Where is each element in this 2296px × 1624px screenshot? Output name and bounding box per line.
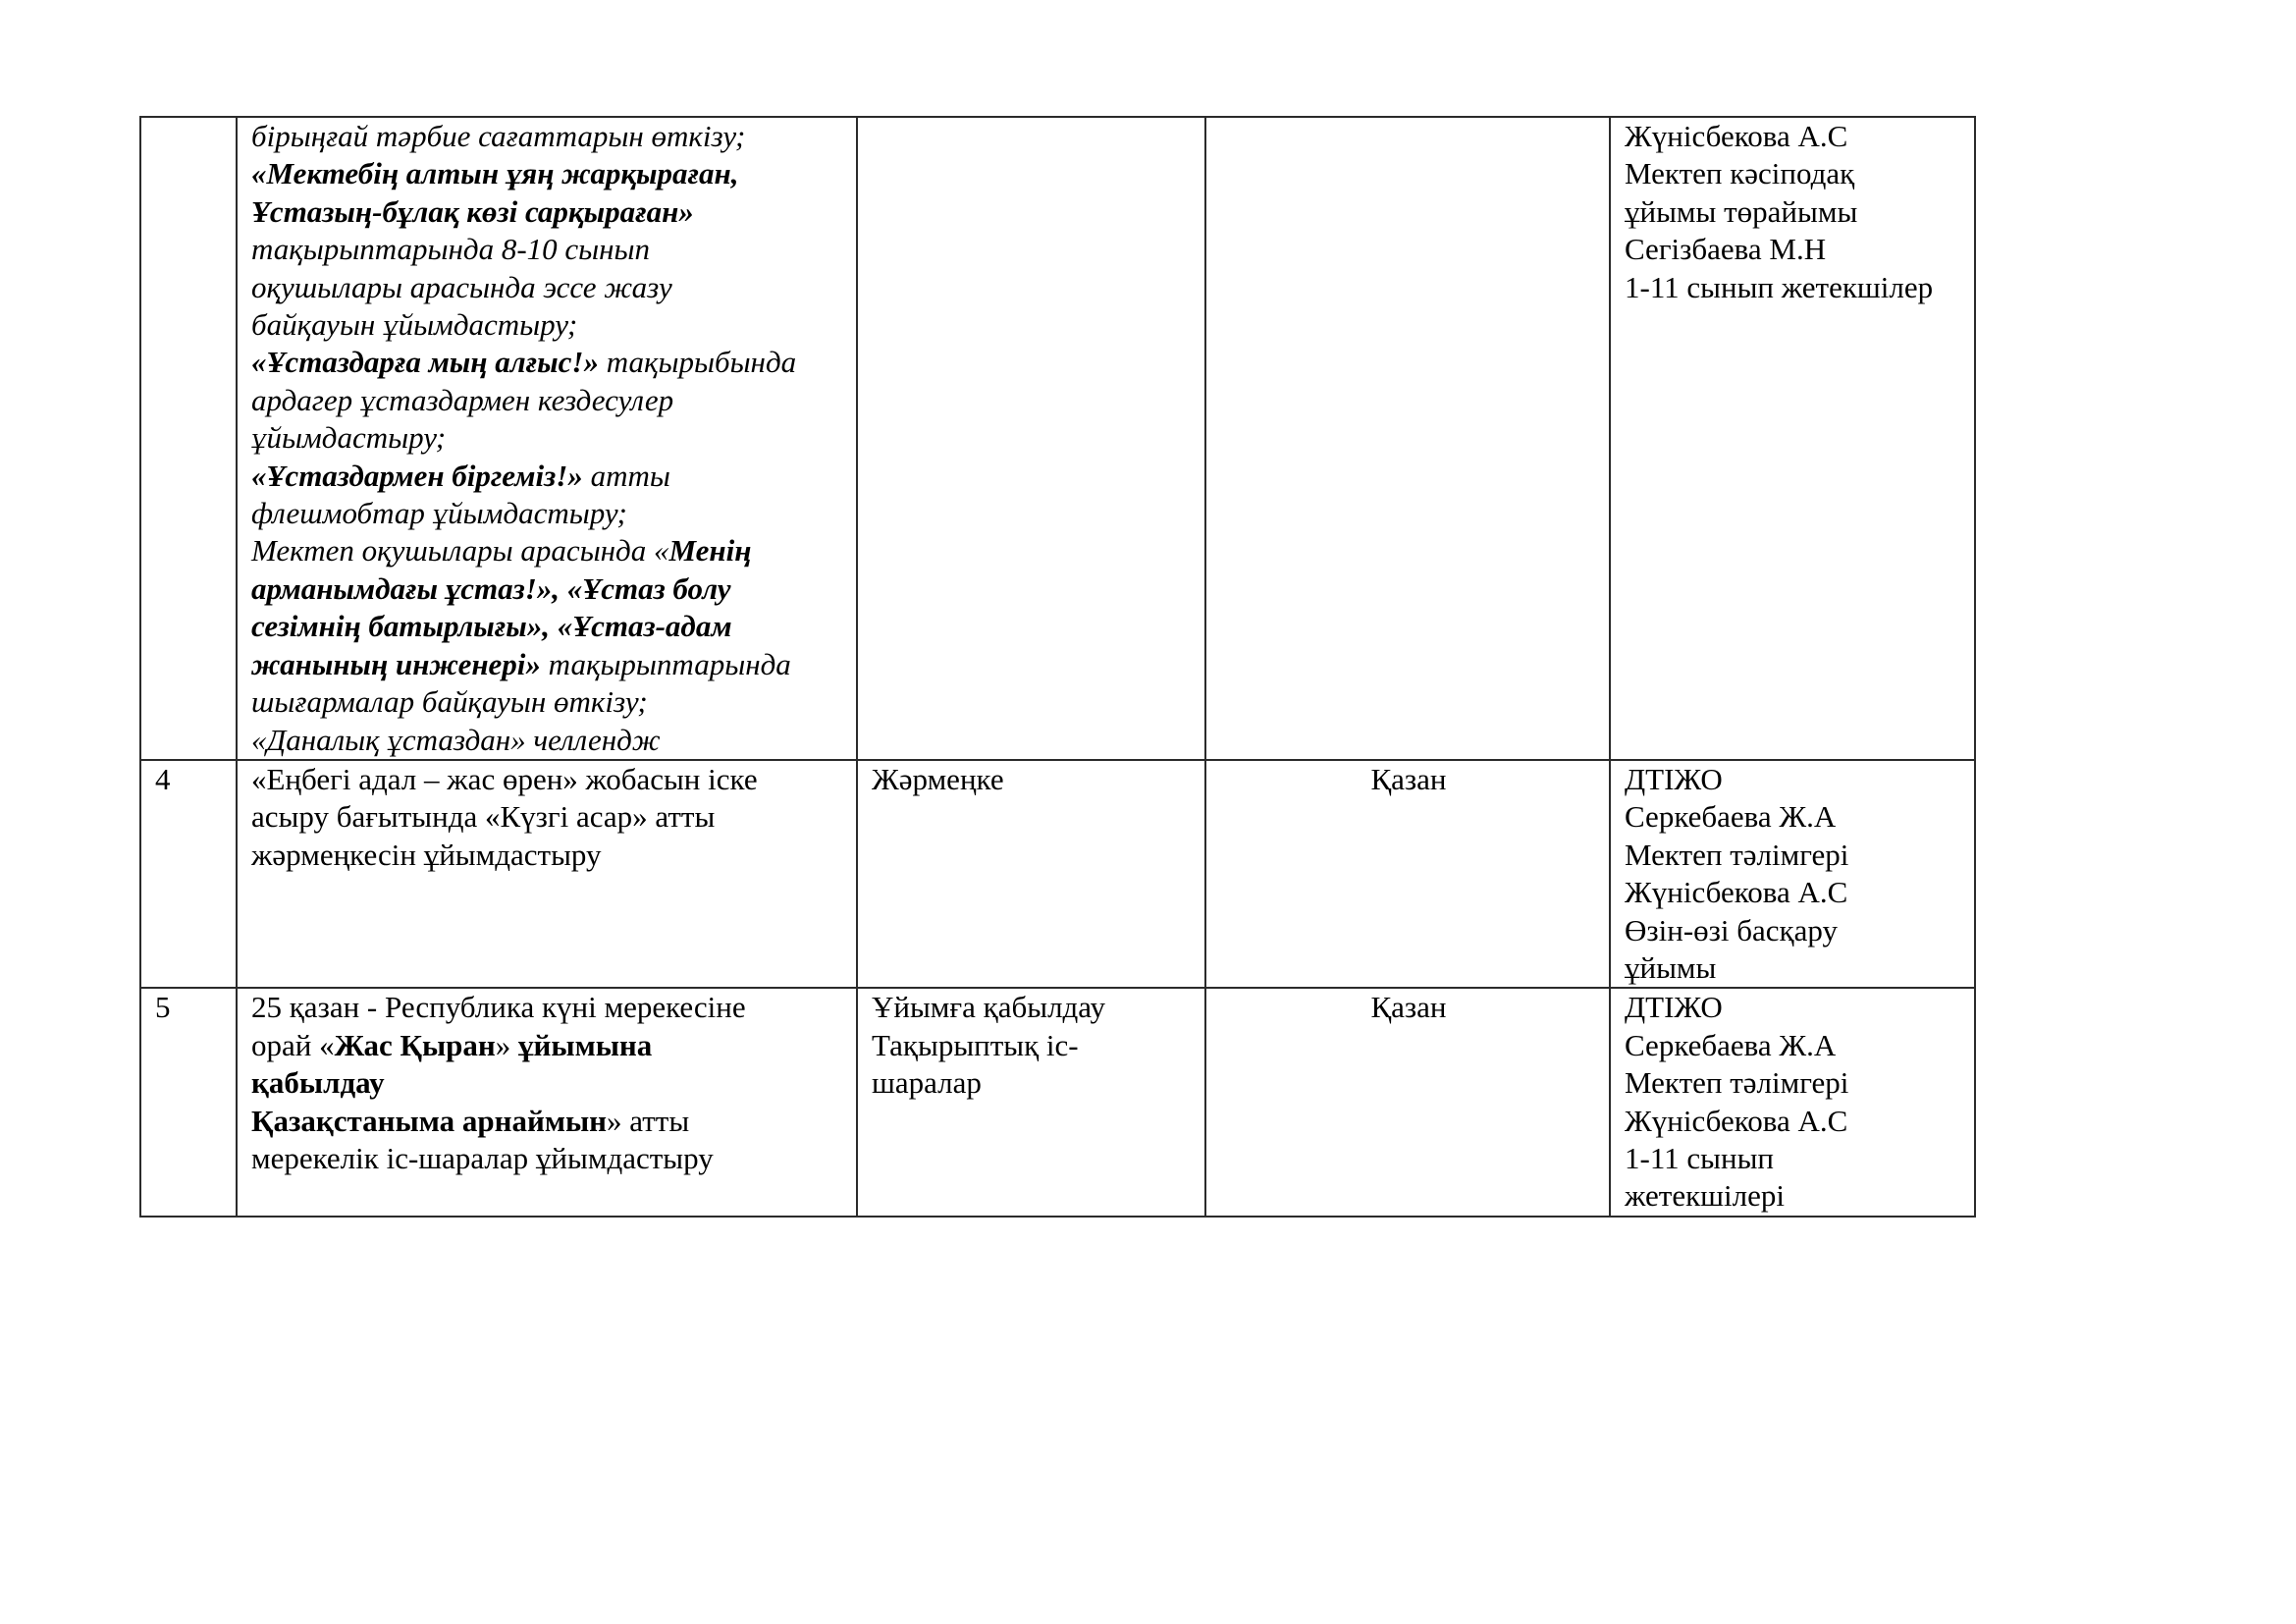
event-form-line: Тақырыптық іс-: [872, 1027, 1079, 1062]
text-run: 25 қазан - Республика күні мерекесіне: [251, 990, 746, 1025]
emphasized-title: қабылдау: [251, 1065, 385, 1101]
event-text-line: [251, 118, 844, 155]
responsible-person-line: Өзін-өзі басқару: [1625, 912, 1838, 947]
responsible-person-line: 1-11 сынып: [1625, 1141, 1775, 1176]
text-run: атты: [582, 458, 670, 493]
emphasized-title: сезімнің батырлығы», «Ұстаз-адам: [251, 609, 732, 644]
event-text-line: [251, 837, 844, 874]
event-form-cell: [857, 988, 1205, 1216]
responsible-person-line: Жүнісбекова А.С: [1625, 119, 1848, 153]
event-text-line: [251, 570, 844, 608]
event-text-line: [251, 1064, 844, 1102]
events-plan-table: [139, 116, 1976, 1218]
text-run: тақырыптарында: [540, 646, 791, 681]
text-run: орай «: [251, 1027, 335, 1062]
emphasized-title: Менің: [668, 533, 752, 568]
responsible-person-line: ДТІЖО: [1625, 762, 1723, 796]
event-text-line: [251, 1103, 844, 1140]
text-run: мерекелік іс-шаралар ұйымдастыру: [251, 1141, 714, 1176]
responsible-person-line: Мектеп тәлімгері: [1625, 837, 1849, 872]
emphasized-title: арманымдағы ұстаз!», «Ұстаз болу: [251, 570, 731, 606]
emphasized-title: «Ұстаздарға мың алғыс!»: [251, 345, 599, 380]
responsible-person-line: Серкебаева Ж.А: [1625, 799, 1837, 835]
text-run: Мектеп оқушылары арасында «: [251, 533, 669, 568]
event-text-line: [251, 989, 844, 1026]
text-run: » атты: [607, 1103, 690, 1138]
emphasized-title: «Мектебің алтын ұяң жарқыраған,: [251, 156, 739, 191]
row-number-cell: [140, 988, 237, 1216]
event-description-cell: [237, 760, 857, 988]
responsible-person-line: Мектеп тәлімгері: [1625, 1065, 1849, 1101]
event-text-line: [251, 608, 844, 645]
text-run: тақырыбында: [598, 345, 797, 380]
event-text-line: [251, 458, 844, 495]
responsible-person-line: Жүнісбекова А.С: [1625, 875, 1848, 910]
emphasized-title: «Ұстаздармен біргеміз!»: [251, 458, 583, 493]
event-text-line: [251, 344, 844, 381]
responsible-person-line: 1-11 сынып жетекшілер: [1625, 269, 1934, 304]
emphasized-title: Қазақстаныма арнаймын: [251, 1103, 608, 1138]
event-text-line: [251, 761, 844, 798]
text-run: ардагер ұстаздармен кездесулер: [251, 382, 674, 417]
event-text-line: [251, 722, 844, 759]
text-run: жәрмеңкесін ұйымдастыру: [251, 837, 602, 872]
event-form-cell: [857, 760, 1205, 988]
event-text-line: [251, 193, 844, 231]
event-form-cell: [857, 117, 1205, 760]
event-text-line: [251, 382, 844, 419]
responsible-cell: [1610, 988, 1975, 1216]
text-run: флешмобтар ұйымдастыру;: [251, 496, 627, 531]
responsible-person-line: Жүнісбекова А.С: [1625, 1103, 1848, 1138]
table-row: [140, 760, 1975, 988]
emphasized-title: жанының инженері»: [251, 646, 541, 681]
text-run: бірыңғай тәрбие сағаттарын өткізу;: [251, 119, 746, 153]
responsible-cell: [1610, 117, 1975, 760]
text-run: шығармалар байқауын өткізу;: [251, 684, 648, 720]
emphasized-title: ұйымына: [518, 1027, 653, 1062]
responsible-person-line: Мектеп кәсіподақ: [1625, 156, 1855, 191]
event-text-line: [251, 495, 844, 532]
event-text-line: [251, 306, 844, 344]
emphasized-title: Ұстазың-бұлақ көзі сарқыраған»: [251, 193, 694, 229]
responsible-cell: [1610, 760, 1975, 988]
row-number-cell: [140, 760, 237, 988]
responsible-person-line: жетекшілері: [1625, 1178, 1785, 1214]
event-text-line: [251, 532, 844, 569]
event-date-cell: [1205, 117, 1610, 760]
text-run: тақырыптарында 8-10 сынып: [251, 232, 651, 267]
row-number: 5: [155, 990, 171, 1025]
event-form-line: Жәрмеңке: [872, 762, 1004, 796]
text-run: ұйымдастыру;: [251, 420, 447, 456]
table-row: [140, 988, 1975, 1216]
responsible-person-line: Сегізбаева М.Н: [1625, 232, 1827, 267]
text-run: оқушылары арасында эссе жазу: [251, 269, 672, 304]
event-text-line: [251, 155, 844, 192]
event-date-cell: [1205, 988, 1610, 1216]
event-text-line: [251, 231, 844, 268]
event-date-cell: [1205, 760, 1610, 988]
row-number: 4: [155, 762, 171, 796]
event-date: Қазан: [1370, 762, 1447, 796]
event-form-line: шаралар: [872, 1065, 982, 1101]
responsible-person-line: ұйымы төрайымы: [1625, 193, 1858, 229]
event-form-line: Ұйымға қабылдау: [872, 990, 1105, 1025]
text-run: «Даналық ұстаздан» челлендж: [251, 722, 661, 757]
text-run: байқауын ұйымдастыру;: [251, 307, 578, 343]
emphasized-title: Жас Қыран: [334, 1027, 496, 1062]
event-text-line: [251, 269, 844, 306]
responsible-person-line: ұйымы: [1625, 950, 1717, 986]
row-number-cell: [140, 117, 237, 760]
event-text-line: [251, 798, 844, 836]
table-row: [140, 117, 1975, 760]
text-run: асыру бағытында «Күзгі асар» атты: [251, 799, 716, 835]
responsible-person-line: ДТІЖО: [1625, 990, 1723, 1025]
text-run: »: [495, 1027, 519, 1062]
text-run: «Еңбегі адал – жас өрен» жобасын іске: [251, 762, 758, 796]
event-text-line: [251, 1027, 844, 1064]
event-text-line: [251, 419, 844, 457]
event-text-line: [251, 646, 844, 683]
event-text-line: [251, 683, 844, 721]
event-description-cell: [237, 988, 857, 1216]
event-text-line: [251, 1140, 844, 1177]
event-date: Қазан: [1370, 990, 1447, 1025]
responsible-person-line: Серкебаева Ж.А: [1625, 1027, 1837, 1062]
event-description-cell: [237, 117, 857, 760]
